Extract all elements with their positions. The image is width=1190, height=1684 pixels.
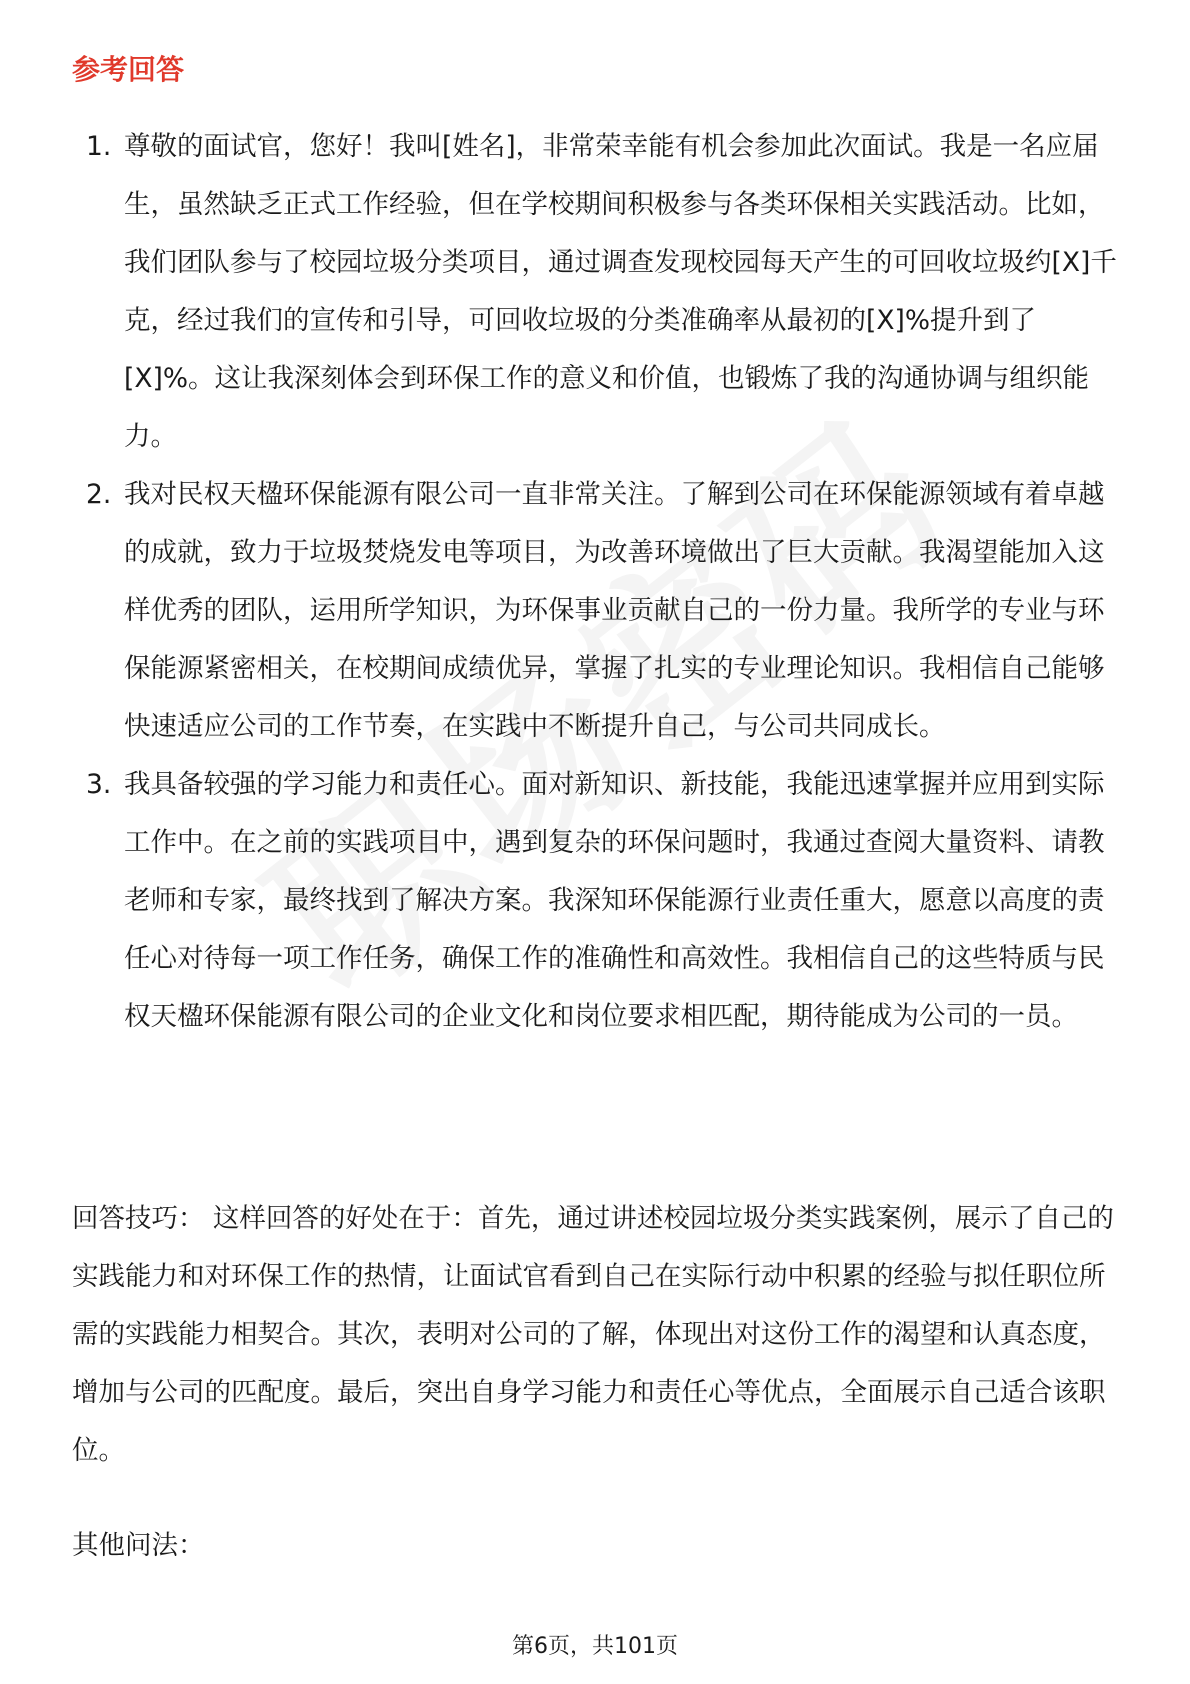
answer-text: 尊敬的面试官，您好！我叫[姓名]，非常荣幸能有机会参加此次面试。我是一名应届生，虽然缺乏正式工作经验，但在学校期间积极参与各类环保相关实践活动。比如，我们团队参与了校园垃圾分类项目，通过调查发现校园每天产生的可回收垃圾约[X]千克，经过我们的宣传和引导，可回收垃圾的分类准确率从最初的[X]%提升到了[X]%。这让我深刻体会到环保工作的意义和价值，也锻炼了我的沟通协调与组织能力。 [124,131,1117,452]
answer-item-2 [72,466,1122,756]
answer-list [72,118,1122,1046]
page-number: 第6页，共101页 [512,1634,678,1659]
answer-number: 3. [86,769,112,800]
answer-number: 2. [86,479,112,510]
section-title: 参考回答 [72,53,185,86]
answer-item-1 [72,118,1122,466]
answer-tips: 回答技巧： 这样回答的好处在于：首先，通过讲述校园垃圾分类实践案例，展示了自己的实践能力和对环保工作的热情，让面试官看到自己在实际行动中积累的经验与拟任职位所需的实践能力相契合。其次，表明对公司的了解，体现出对这份工作的渴望和认真态度，增加与公司的匹配度。最后，突出自身学习能力和责任心等优点，全面展示自己适合该职位。 [72,1203,1114,1466]
answer-text: 我具备较强的学习能力和责任心。面对新知识、新技能，我能迅速掌握并应用到实际工作中。在之前的实践项目中，遇到复杂的环保问题时，我通过查阅大量资料、请教老师和专家，最终找到了解决方案。我深知环保能源行业责任重大，愿意以高度的责任心对待每一项工作任务，确保工作的准确性和高效性。我相信自己的这些特质与民权天楹环保能源有限公司的企业文化和岗位要求相匹配，期待能成为公司的一员。 [124,769,1105,1032]
other-questions-heading: 其他问法： [72,1530,205,1561]
answer-number: 1. [86,131,112,162]
answer-text: 我对民权天楹环保能源有限公司一直非常关注。了解到公司在环保能源领域有着卓越的成就，致力于垃圾焚烧发电等项目，为改善环境做出了巨大贡献。我渴望能加入这样优秀的团队，运用所学知识，为环保事业贡献自己的一份力量。我所学的专业与环保能源紧密相关，在校期间成绩优异，掌握了扎实的专业理论知识。我相信自己能够快速适应公司的工作节奏，在实践中不断提升自己，与公司共同成长。 [124,479,1105,742]
answer-item-3 [72,756,1122,1046]
